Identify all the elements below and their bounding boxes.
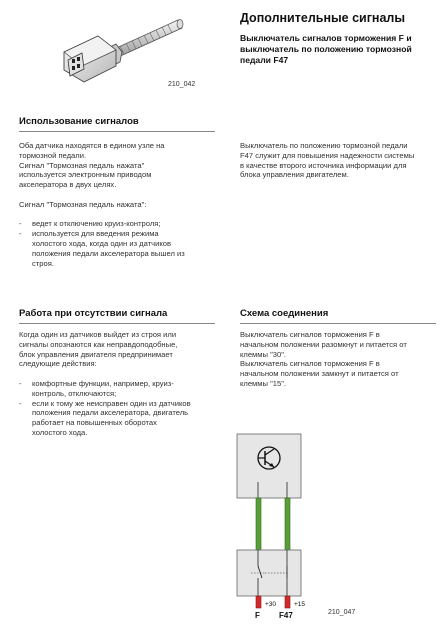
switch-f47-label: F47 — [279, 611, 293, 620]
section-divider — [240, 323, 436, 324]
text-line: Оба датчика находятся в едином узле на — [19, 141, 165, 150]
terminal-15-label: +15 — [294, 601, 306, 608]
terminal-30-label: +30 — [265, 601, 277, 608]
section-body — [19, 141, 224, 268]
red-wire-left — [256, 596, 261, 608]
subtitle-line: выключатель по положению тормозной — [240, 43, 412, 54]
page-subtitle — [240, 33, 412, 65]
text-line: блок управления двигателя предпринимает — [19, 349, 173, 359]
text-line: сигналы опознаются как неправдоподобные, — [19, 339, 178, 349]
section-body — [240, 330, 445, 389]
text-line: Выключатель сигналов торможения F в — [240, 330, 380, 339]
wiring-diagram — [232, 432, 332, 632]
section-divider — [19, 323, 215, 324]
section-title: Использование сигналов — [19, 116, 139, 127]
section-body — [19, 330, 224, 438]
bullet-list — [19, 219, 224, 268]
subtitle-line: педали F47 — [240, 54, 289, 65]
section-title: Работа при отсутствии сигнала — [19, 308, 168, 319]
list-item: - если к тому же неисправен один из датчиков положения педали акселератора, двигатель работает на повышенных оборотах холостого хода. — [19, 399, 224, 438]
section-divider — [19, 131, 215, 132]
red-wire-right — [285, 596, 290, 608]
text-line: Сигнал "Тормозная педаль нажата" — [19, 160, 145, 170]
list-item: - комфортные функции, например, круиз- контроль, отключаются; — [19, 379, 224, 399]
text-line: следующие действия: — [19, 359, 97, 369]
text-line: Когда один из датчиков выйдет из строя или — [19, 330, 177, 339]
figure-label: 210_042 — [168, 81, 196, 88]
figure-label: 210_047 — [328, 609, 356, 616]
text-line: Выключатель сигналов торможения F в — [240, 359, 380, 369]
text-line: клеммы "30". — [240, 349, 287, 359]
text-line: используется электронным приводом — [19, 170, 152, 180]
text-line: блока управления двигателем. — [240, 170, 349, 180]
text-line: F47 служит для повышения надежности системы — [240, 150, 415, 160]
text-line: начальном положении замкнут и питается от — [240, 369, 399, 379]
section-title: Схема соединения — [240, 308, 329, 319]
list-item: - используется для введения режима холостого хода, когда один из датчиков положения педали акселератора вышел из строя. — [19, 229, 224, 268]
bullet-list — [19, 379, 224, 438]
green-wire-right — [285, 498, 290, 550]
text-line: Сигнал "Тормозная педаль нажата": — [19, 199, 147, 209]
text-line: клеммы "15". — [240, 378, 287, 388]
switch-f-label: F — [255, 611, 260, 620]
text-line: в качестве второго источника информации для — [240, 160, 407, 170]
page-title: Дополнительные сигналы — [240, 11, 406, 25]
f47-description — [240, 141, 440, 180]
green-wire-left — [256, 498, 261, 550]
subtitle-line: Выключатель сигналов торможения F и — [240, 33, 412, 43]
text-line: тормозной педали. — [19, 150, 87, 160]
list-item: - ведет к отключению круиз-контроля; — [19, 219, 224, 229]
text-line: акселератора в двух целях. — [19, 180, 117, 190]
text-line: начальном положении разомкнут и питается от — [240, 339, 407, 349]
text-line: Выключатель по положению тормозной педали — [240, 141, 408, 150]
brake-switch-illustration — [50, 6, 200, 86]
